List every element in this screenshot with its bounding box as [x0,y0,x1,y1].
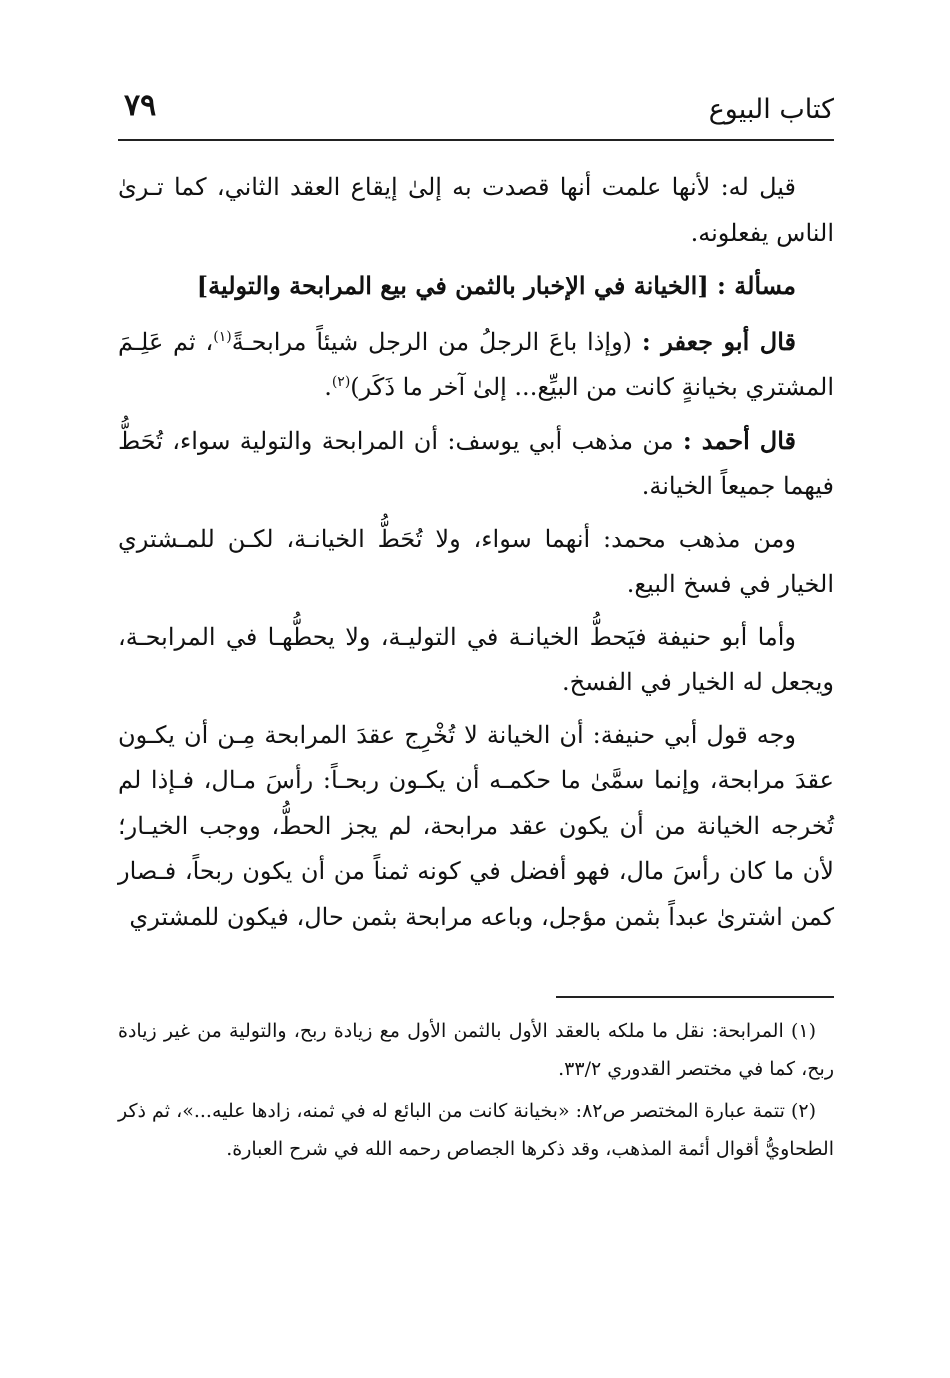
footnotes [118,1012,834,1172]
footnote-2: (٢) تتمة عبارة المختصر ص٨٢: «بخيانة كانت من البائع له في ثمنه، زادها عليه...»، ثم ذكر الطحاويُّ أقوال أئمة المذهب، وقد ذكرها الجصاص رحمه الله في شرح العبارة. [118,1100,834,1160]
footnote-rule [556,996,834,998]
page-number: ٧٩ [124,88,157,123]
paragraph-abu-hanifa: وأما أبو حنيفة فيَحطُّ الخيانـة في التوليـة، ولا يحطُّهـا في المرابحـة، ويجعل له الخيار في الفسخ. [118,622,834,696]
section-heading: مسألة : [الخيانة في الإخبار بالثمن في بيع المرابحة والتولية] [196,271,796,300]
paragraph-muhammad: ومن مذهب محمد: أنهما سواء، ولا تُحَطُّ الخيانـة، لكـن للمـشتري الخيار في فسخ البيع. [118,524,834,598]
speaker-ahmad: قال أحمد : [682,425,796,455]
paragraph-ahmad [118,418,834,510]
ahmad-text: من مذهب أبي يوسف: أن المرابحة والتولية سواء، تُحَطُّ فيهما جميعاً الخيانة. [118,426,834,500]
main-text [118,165,834,947]
paragraph-abu-jafar [118,319,834,411]
running-title: كتاب البيوع [708,94,834,125]
paragraph-reasoning: وجه قول أبي حنيفة: أن الخيانة لا تُخْرِج عقدَ المرابحة مِـن أن يكـون عقدَ مرابحة، وإنما سمَّىٰ ما حكمـه أن يكـون ربحـاً: رأسَ مـال، فـإذا لم تُخرجه الخيانة من أن يكون عقد مرابحة، لم يجز الحطُّ، ووجب الخيـار؛ لأن ما كان رأسَ مال، فهو أفضل في كونه ثمناً من أن يكون ربحاً، فـصار كمن اشترىٰ عبداً بثمن مؤجل، وباعه مرابحة بثمن حال، فيكون للمشتري [118,720,834,931]
paragraph-1: قيل له: لأنها علمت أنها قصدت به إلىٰ إيقاع العقد الثاني، كما تـرىٰ الناس يفعلونه. [118,173,834,247]
footnote-ref-2: (٢) [331,374,351,390]
quote-end: . [324,373,332,401]
quote-text-b: ، ثم عَلِـمَ المشتري بخيانةٍ كانت من البيِّع... إلىٰ آخر ما ذَكَر) [118,327,834,401]
header-rule [118,139,834,141]
footnote-ref-1: (١) [213,328,232,345]
speaker-abu-jafar: قال أبو جعفر : [641,326,796,356]
quote-text-a: (وإذا باعَ الرجلُ من الرجل شيئاً مرابحـةً [231,327,633,356]
footnote-1: (١) المرابحة: نقل ما ملكه بالعقد الأول بالثمن الأول مع زيادة ربح، والتولية من غير زيادة ربح، كما في مختصر القدوري ٣٣/٢. [118,1020,834,1080]
page-header [118,88,834,138]
